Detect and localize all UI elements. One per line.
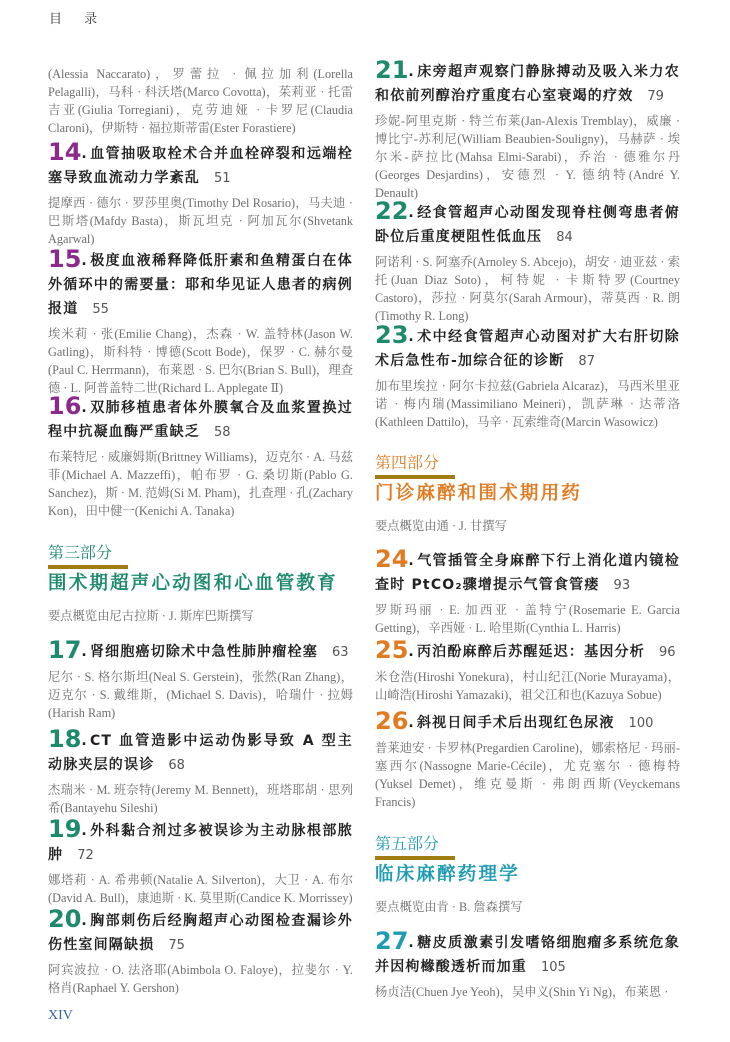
entry-title[interactable]: 双肺移植患者体外膜氧合及血浆置换过程中抗凝血酶严重缺乏: [48, 400, 353, 440]
entry-number: 20: [48, 905, 82, 933]
entry-number: 19: [48, 815, 82, 843]
part-subtitle: 要点概览由尼古拉斯 · J. 斯库巴斯撰写: [48, 609, 254, 623]
page-number: 79: [647, 89, 664, 104]
authors: 提摩西 · 德尔 · 罗莎里奥(Timothy Del Rosario)，马夫迪 · 巴斯塔(Mafdy Basta)，斯瓦坦克 · 阿加瓦尔(Shvetank Agarwal): [48, 196, 353, 246]
authors: 杰瑞米 · M. 班奈特(Jeremy M. Bennett)，班塔耶胡 · 思列希(Bantayehu Sileshi): [48, 783, 353, 815]
entry-title[interactable]: 气管插管全身麻醉下行上消化道内镜检查时 PtCO₂骤增提示气管食管瘘: [375, 553, 680, 593]
toc-entry-17[interactable]: 17. 肾细胞癌切除术中急性肺肿瘤栓塞 63 尼尔 · S. 格尔斯坦(Neal S. Gerstein)，张然(Ran Zhang)，迈克尔 · S. 戴维斯，(Michael S. Davis)，哈瑞什 · 拉姆(Harish Ram): [48, 636, 353, 720]
part-title[interactable]: 临床麻醉药理学: [375, 864, 520, 885]
toc-entry-19[interactable]: 19. 外科黏合剂过多被误诊为主动脉根部脓肿 72 娜塔莉 · A. 希弗顿(Natalie A. Silverton)，大卫 · A. 布尔(David A. Bull)，康迪斯 · K. 莫里斯(Candice K. Morrissey): [48, 815, 353, 905]
toc-entry-24[interactable]: 24. 气管插管全身麻醉下行上消化道内镜检查时 PtCO₂骤增提示气管食管瘘 93 罗斯玛丽 · E. 加西亚 · 盖特宁(Rosemarie E. Garcia Getting)，辛西娅 · L. 哈里斯(Cynthia L. Harris): [375, 545, 680, 635]
entry-number: 27: [375, 927, 409, 955]
entry-title[interactable]: 肾细胞癌切除术中急性肺肿瘤栓塞: [89, 644, 318, 660]
toc-entry-23[interactable]: 23. 术中经食管超声心动图对扩大右肝切除术后急性布-加综合征的诊断 87 加布里埃拉 · 阿尔卡拉兹(Gabriela Alcaraz)，马西米里亚诺 · 梅内瑞(Massimiliano Meineri)，凯萨琳 · 达蒂洛(Kathleen Dattilo)，马辛 · 瓦索维奇(Marcin Wasowicz): [375, 321, 680, 429]
entry-title[interactable]: 床旁超声观察门静脉搏动及吸入米力农和依前列醇治疗重度右心室衰竭的疗效: [375, 64, 680, 104]
entry-number: 21: [375, 56, 409, 84]
page-number: 55: [92, 302, 109, 317]
entry-title[interactable]: 外科黏合剂过多被误诊为主动脉根部脓肿: [48, 823, 353, 863]
part-label: 第五部分: [375, 834, 455, 860]
authors: 阿诺利 · S. 阿塞乔(Arnoley S. Abcejo)，胡安 · 迪亚兹 · 索托(Juan Diaz Soto)，柯特妮 · 卡斯特罗(Courtney Castoro)，莎拉 · 阿莫尔(Sarah Armour)，蒂莫西 · R. 朗(Timothy R. Long): [375, 255, 680, 323]
authors: 罗斯玛丽 · E. 加西亚 · 盖特宁(Rosemarie E. Garcia Getting)，辛西娅 · L. 哈里斯(Cynthia L. Harris): [375, 603, 680, 635]
page-number: 51: [214, 171, 231, 186]
part-title[interactable]: 门诊麻醉和围术期用药: [375, 483, 583, 504]
authors: 娜塔莉 · A. 希弗顿(Natalie A. Silverton)，大卫 · A. 布尔(David A. Bull)，康迪斯 · K. 莫里斯(Candice K. Morrissey): [48, 873, 353, 905]
page-number: 87: [578, 354, 595, 369]
entry-title[interactable]: 胸部刺伤后经胸超声心动图检查漏诊外伤性室间隔缺损: [48, 913, 353, 953]
entry-title[interactable]: 经食管超声心动图发现脊柱侧弯患者俯卧位后重度梗阻性低血压: [375, 205, 680, 245]
entry-number: 18: [48, 725, 82, 753]
page-number: 75: [168, 938, 185, 953]
entry-number: 17: [48, 636, 82, 664]
toc-entry-15[interactable]: 15. 极度血液稀释降低肝素和鱼精蛋白在体外循环中的需要量：耶和华见证人患者的病例报道 55 埃米莉 · 张(Emilie Chang)，杰森 · W. 盖特林(Jason W. Gatling)，斯科特 · 博德(Scott Bode)，保罗 · C. 赫尔曼(Paul C. Herrmann)，布莱恩 · S. 巴尔(Brian S. Bull)，理查德 · L. 阿普盖特二世(Richard L. Applegate Ⅱ): [48, 245, 353, 395]
page-number: 84: [556, 230, 573, 245]
part-4-heading: [375, 453, 680, 534]
toc-entry-16[interactable]: 16. 双肺移植患者体外膜氧合及血浆置换过程中抗凝血酶严重缺乏 58 布莱特尼 · 威廉姆斯(Brittney Williams)，迈克尔 · A. 马兹菲(Michael A. Mazzeffi)，帕布罗 · G. 桑切斯(Pablo G. Sanchez)，斯 · M. 范姆(Si M. Pham)，扎查理 · 孔(Zachary Kon)，田中健一(Kenichi A. Tanaka): [48, 392, 353, 518]
entry-number: 23: [375, 321, 409, 349]
page-folio: XIV: [48, 1008, 73, 1023]
toc-entry-20[interactable]: 20. 胸部刺伤后经胸超声心动图检查漏诊外伤性室间隔缺损 75 阿宾波拉 · O. 法洛耶(Abimbola O. Faloye)，拉斐尔 · Y. 格肖(Raphael Y. Gershon): [48, 905, 353, 995]
page-number: 68: [168, 758, 185, 773]
part-label: 第四部分: [375, 453, 455, 479]
toc-entry-14[interactable]: 14. 血管抽吸取栓术合并血栓碎裂和远端栓塞导致血流动力学紊乱 51 提摩西 · 德尔 · 罗莎里奥(Timothy Del Rosario)，马夫迪 · 巴斯塔(Mafdy Basta)，斯瓦坦克 · 阿加瓦尔(Shvetank Agarwal): [48, 138, 353, 246]
toc-entry-22[interactable]: 22. 经食管超声心动图发现脊柱侧弯患者俯卧位后重度梗阻性低血压 84 阿诺利 · S. 阿塞乔(Arnoley S. Abcejo)，胡安 · 迪亚兹 · 索托(Juan Diaz Soto)，柯特妮 · 卡斯特罗(Courtney Castoro)，莎拉 · 阿莫尔(Sarah Armour)，蒂莫西 · R. 朗(Timothy R. Long): [375, 197, 680, 323]
part-5-heading: [375, 834, 680, 915]
entry-number: 26: [375, 707, 409, 735]
part-title[interactable]: 围术期超声心动图和心血管教育: [48, 573, 338, 594]
entry-title[interactable]: 斜视日间手术后出现红色尿液: [416, 715, 615, 731]
entry-number: 16: [48, 392, 82, 420]
authors: 杨贞洁(Chuen Jye Yeoh)，吴申义(Shin Yi Ng)，布莱恩 ·: [375, 985, 669, 999]
entry-title[interactable]: 糖皮质激素引发嗜铬细胞瘤多系统危象并因枸橼酸透析而加重: [375, 935, 680, 975]
part-subtitle: 要点概览由通 · J. 甘撰写: [375, 519, 507, 533]
page-number: 100: [628, 716, 654, 731]
part-subtitle: 要点概览由肯 · B. 詹森撰写: [375, 900, 523, 914]
page-number: 72: [77, 848, 94, 863]
page-number: 63: [331, 645, 349, 660]
toc-entry-25[interactable]: 25. 丙泊酚麻醉后苏醒延迟：基因分析 96 米仓浩(Hiroshi Yonekura)，村山纪江(Norie Murayama)，山崎浩(Hiroshi Yamazaki)，祖父江和也(Kazuya Sobue): [375, 636, 680, 702]
entry-number: 24: [375, 545, 409, 573]
running-header: 目 录: [49, 12, 107, 27]
authors: 阿宾波拉 · O. 法洛耶(Abimbola O. Faloye)，拉斐尔 · Y. 格肖(Raphael Y. Gershon): [48, 963, 353, 995]
toc-entry-26[interactable]: 26. 斜视日间手术后出现红色尿液 100 普莱迪安 · 卡罗林(Pregardien Caroline)，娜索格尼 · 玛丽-塞西尔(Nassogne Marie-Cécile)，尤克塞尔 · 德梅特(Yuksel Demet)，维克曼斯 · 弗朗西斯(Veyckemans Francis): [375, 707, 680, 809]
page-number: 93: [613, 578, 631, 593]
authors: 普莱迪安 · 卡罗林(Pregardien Caroline)，娜索格尼 · 玛丽-塞西尔(Nassogne Marie-Cécile)，尤克塞尔 · 德梅特(Yuksel Demet)，维克曼斯 · 弗朗西斯(Veyckemans Francis): [375, 741, 680, 809]
toc-entry-18[interactable]: 18. CT 血管造影中运动伪影导致 A 型主动脉夹层的误诊 68 杰瑞米 · M. 班奈特(Jeremy M. Bennett)，班塔耶胡 · 思列希(Bantayehu Sileshi): [48, 725, 353, 815]
toc-entry-21[interactable]: 21. 床旁超声观察门静脉搏动及吸入米力农和依前列醇治疗重度右心室衰竭的疗效 79 珍妮-阿里克斯 · 特兰布莱(Jan-Alexis Tremblay)，威廉 · 博比宁-苏利尼(William Beaubien-Souligny)，马赫萨 · 埃尔米-萨拉比(Mahsa Elmi-Sarabi)，乔治 · 德雅尔丹(Georges Desjardins)，安德烈 · Y. 德纳特(André Y. Denault): [375, 56, 680, 200]
entry-number: 15: [48, 245, 82, 273]
entry-title[interactable]: CT 血管造影中运动伪影导致 A 型主动脉夹层的误诊: [48, 733, 353, 773]
page-number: 58: [214, 425, 231, 440]
entry-title[interactable]: 术中经食管超声心动图对扩大右肝切除术后急性布-加综合征的诊断: [375, 329, 680, 369]
entry-title[interactable]: 丙泊酚麻醉后苏醒延迟：基因分析: [416, 644, 645, 660]
entry-number: 22: [375, 197, 409, 225]
entry-title[interactable]: 血管抽吸取栓术合并血栓碎裂和远端栓塞导致血流动力学紊乱: [48, 146, 353, 186]
entry-title[interactable]: 极度血液稀释降低肝素和鱼精蛋白在体外循环中的需要量：耶和华见证人患者的病例报道: [48, 253, 353, 317]
authors: 尼尔 · S. 格尔斯坦(Neal S. Gerstein)，张然(Ran Zhang)，迈克尔 · S. 戴维斯，(Michael S. Davis)，哈瑞什 · 拉姆(Harish Ram): [48, 670, 353, 720]
authors: 珍妮-阿里克斯 · 特兰布莱(Jan-Alexis Tremblay)，威廉 · 博比宁-苏利尼(William Beaubien-Souligny)，马赫萨 · 埃尔米-萨拉比(Mahsa Elmi-Sarabi)，乔治 · 德雅尔丹(Georges Desjardins)，安德烈 · Y. 德纳特(André Y. Denault): [375, 114, 680, 200]
continued-authors-block: [48, 62, 353, 137]
authors: 布莱特尼 · 威廉姆斯(Brittney Williams)，迈克尔 · A. 马兹菲(Michael A. Mazzeffi)，帕布罗 · G. 桑切斯(Pablo G. Sanchez)，斯 · M. 范姆(Si M. Pham)，扎查理 · 孔(Zachary Kon)，田中健一(Kenichi A. Tanaka): [48, 450, 353, 518]
part-3-heading: [48, 543, 353, 624]
authors: 加布里埃拉 · 阿尔卡拉兹(Gabriela Alcaraz)，马西米里亚诺 · 梅内瑞(Massimiliano Meineri)，凯萨琳 · 达蒂洛(Kathleen Dattilo)，马辛 · 瓦索维奇(Marcin Wasowicz): [375, 379, 680, 429]
authors: (Alessia Naccarato)，罗蕾拉 · 佩拉加利(Lorella Pelagalli)，马科 · 科沃塔(Marco Covotta)，茱莉亚 · 托雷吉亚(Giulia Torregiani)，克劳迪娅 · 卡罗尼(Claudia Claroni)，伊斯特 · 福拉斯蒂雷(Ester Forastiere): [48, 67, 353, 135]
authors: 米仓浩(Hiroshi Yonekura)，村山纪江(Norie Murayama)，山崎浩(Hiroshi Yamazaki)，祖父江和也(Kazuya Sobue): [375, 670, 680, 702]
page-number: 96: [658, 645, 676, 660]
entry-number: 25: [375, 636, 409, 664]
part-label: 第三部分: [48, 543, 128, 569]
authors: 埃米莉 · 张(Emilie Chang)，杰森 · W. 盖特林(Jason W. Gatling)，斯科特 · 博德(Scott Bode)，保罗 · C. 赫尔曼(Paul C. Herrmann)，布莱恩 · S. 巴尔(Brian S. Bull)，理查德 · L. 阿普盖特二世(Richard L. Applegate Ⅱ): [48, 327, 353, 395]
page-number: 105: [541, 960, 566, 975]
toc-entry-27[interactable]: 27. 糖皮质激素引发嗜铬细胞瘤多系统危象并因枸橼酸透析而加重 105 杨贞洁(Chuen Jye Yeoh)，吴申义(Shin Yi Ng)，布莱恩 ·: [375, 927, 680, 999]
entry-number: 14: [48, 138, 82, 166]
